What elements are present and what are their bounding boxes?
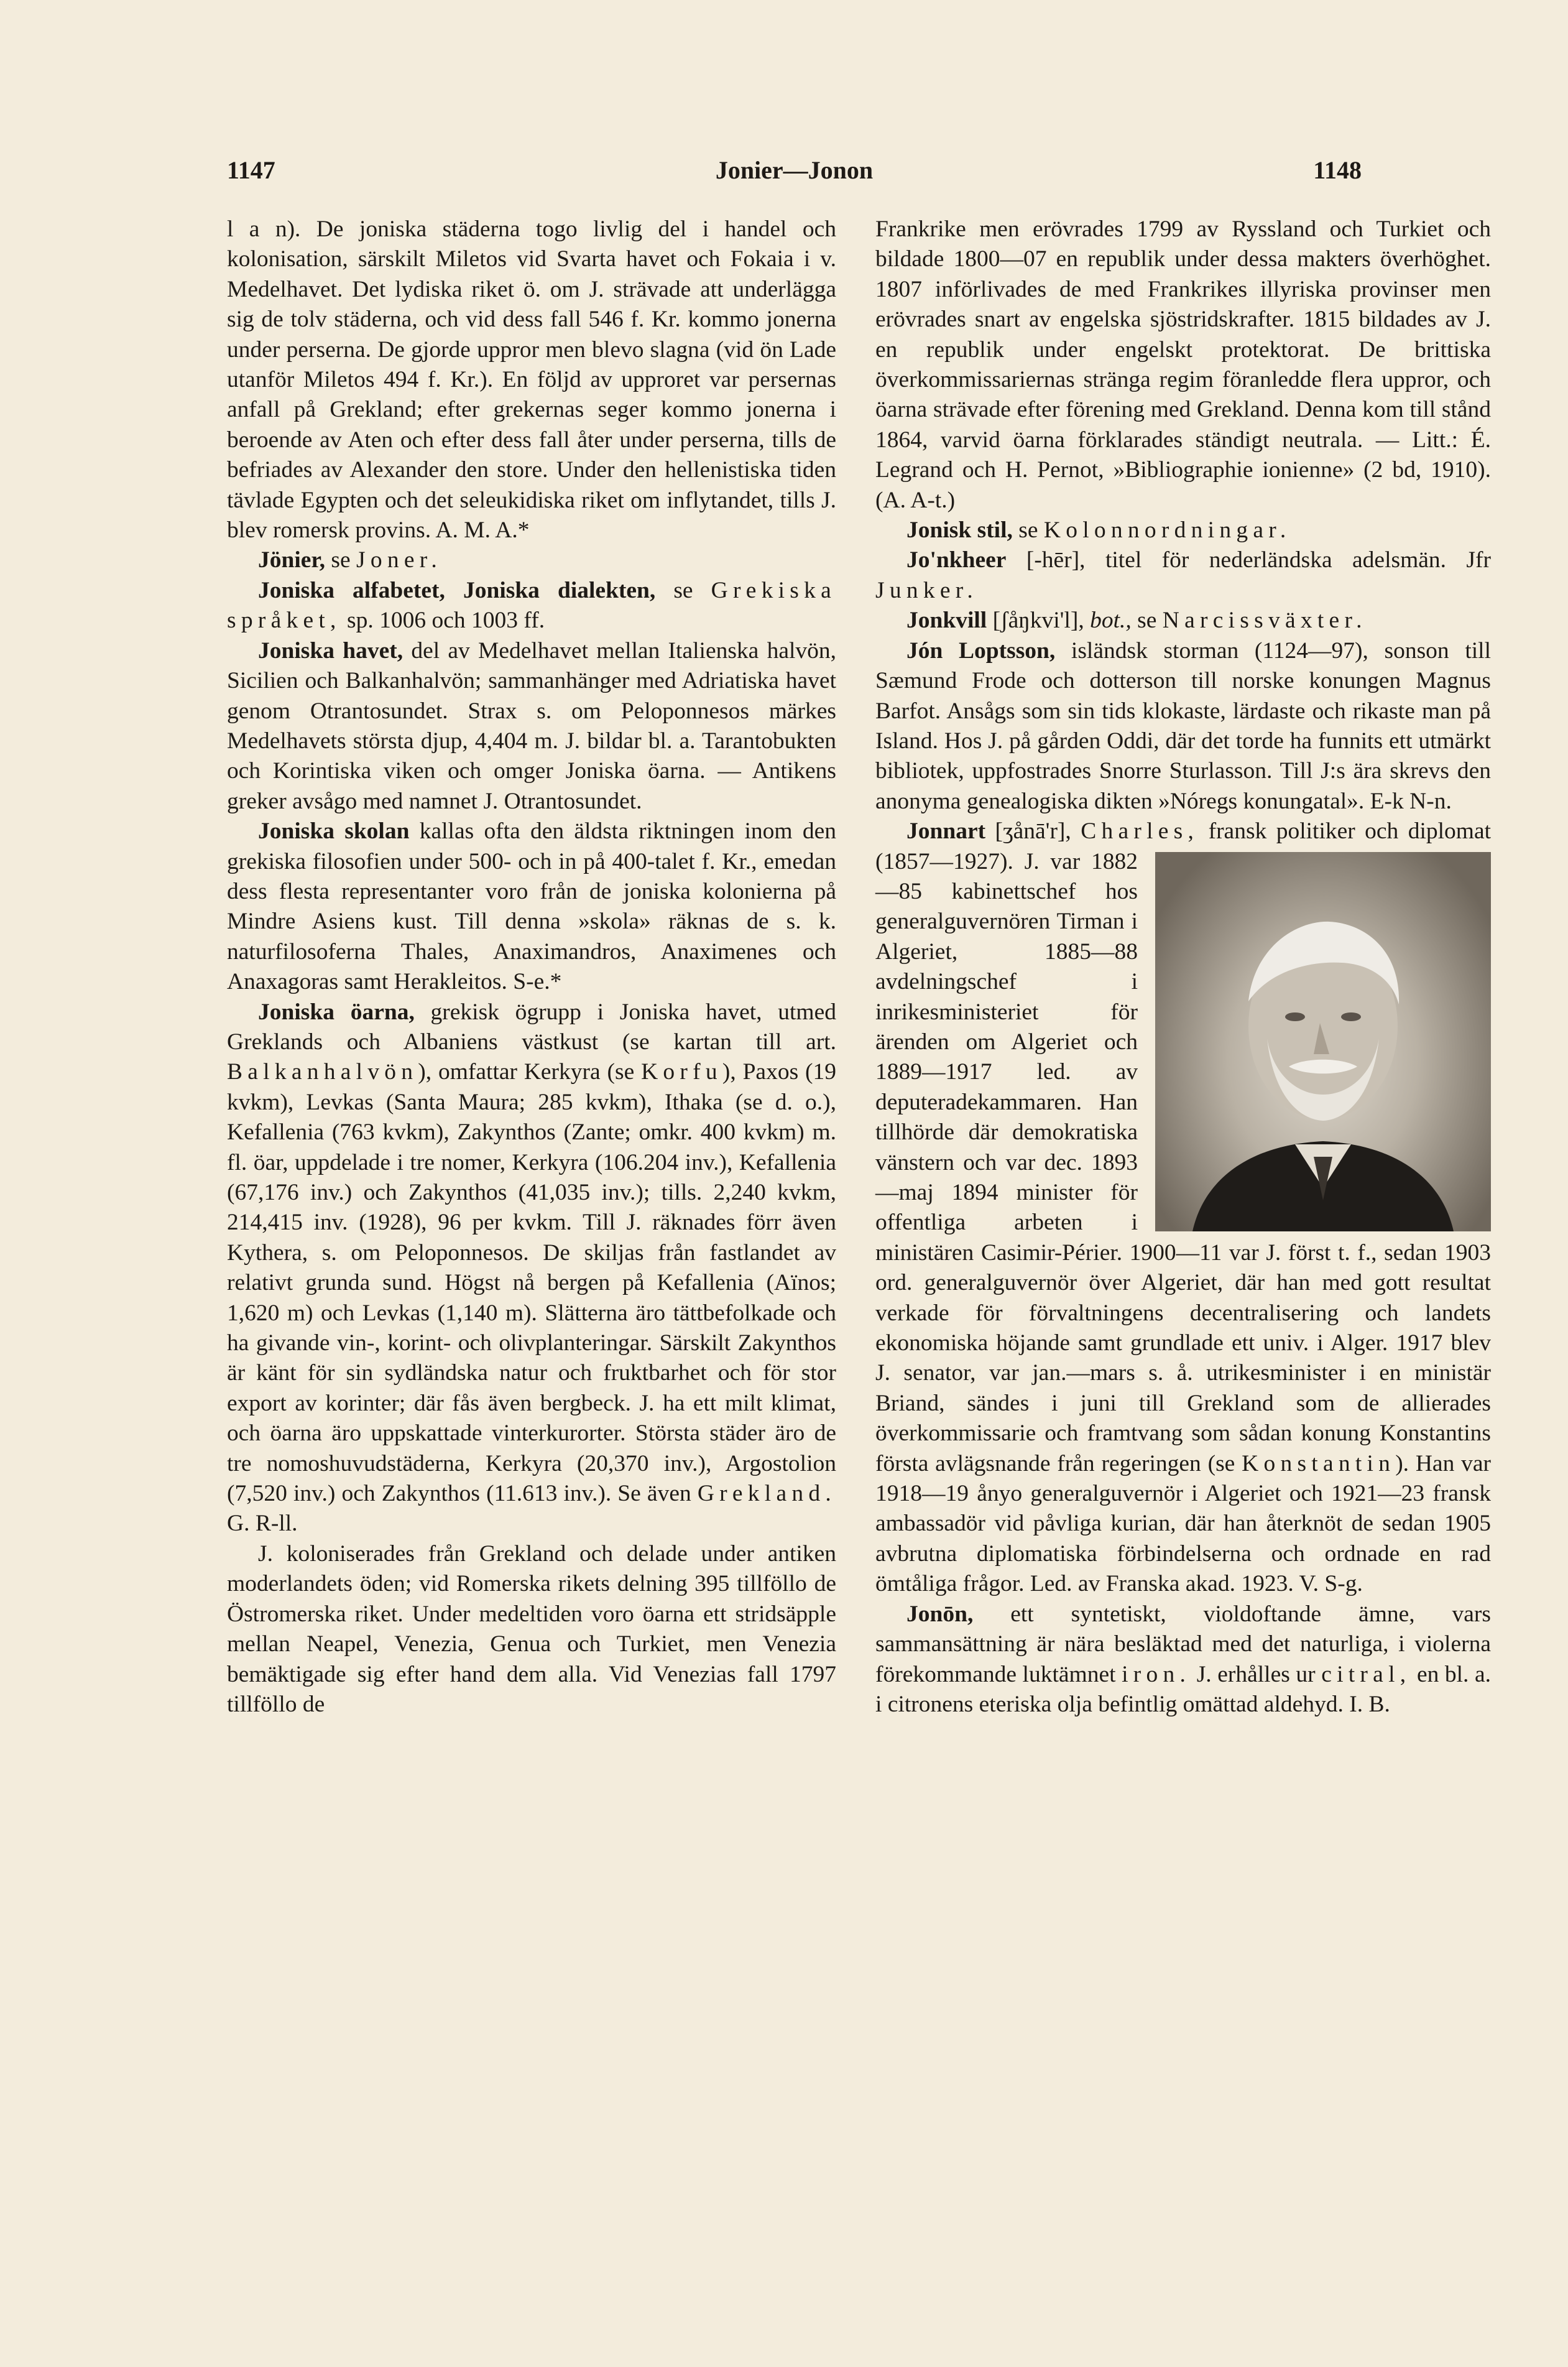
right-page-number: 1148: [1313, 156, 1362, 184]
cross-reference-link[interactable]: iron.: [1122, 1661, 1191, 1687]
entry-joniska-skolan: [227, 817, 836, 997]
entry-text: ), omfattar Kerkyra (se: [418, 1059, 635, 1085]
entry-jonisk-stil: [875, 516, 1491, 545]
left-page-number: 1147: [227, 156, 275, 184]
entry-jonkvill: [875, 606, 1491, 636]
entry-text: se: [1137, 608, 1157, 634]
entry-text: isländsk storman (1124—97), sonson till Sæmund Frode och dotterson till norske konungen Magnus Barfot. Ansågs som sin tids klokaste, lärdaste och rikaste man på Island. Hos J. på gården Oddi, där det torde ha funnits ett utmärkt bibliotek, uppfostrades Snorre Sturlasson. Till J:s ära skrevs den anonyma genealogiska dikten »Nóregs konungatal».: [875, 637, 1491, 814]
cross-reference-link[interactable]: Grekland.: [697, 1481, 836, 1507]
cross-reference-link[interactable]: Kolonnordningar.: [1043, 517, 1291, 544]
page-title: Jonier—Jonon: [715, 156, 874, 184]
entry-jonkheer: [875, 545, 1491, 606]
entry-joniska-oarna-continued: [875, 215, 1491, 516]
entry-jonnart: [875, 817, 1491, 1600]
article-jonien-continued: [227, 215, 836, 545]
entry-headword: Jonnart: [906, 818, 986, 845]
entry-headword: Jón Loptsson,: [906, 637, 1056, 664]
entry-headword: Joniska öarna,: [258, 999, 415, 1025]
entry-headword: Joniska skolan: [258, 818, 410, 845]
entry-headword: Joniska havet,: [258, 637, 404, 664]
entry-jonon: [875, 1600, 1491, 1720]
entry-text: se: [331, 547, 351, 573]
entry-text: ett syntetiskt, violdoftande ämne, vars sammansättning är nära besläktad med det naturliga, i violerna förekommande luktämnet: [875, 1601, 1491, 1687]
pronunciation: [ʒånā'r],: [995, 818, 1071, 845]
subject-label: bot.,: [1090, 608, 1132, 634]
entry-text: kallas ofta den äldsta riktningen inom den grekiska filosofien under 500- och in på 400-talet f. Kr., emedan dess flesta representanter voro från de joniska kolonierna på Mindre Asiens kust. Till denna »skola» räknas de s. k. naturfilosoferna Thales, Anaximandros, Anaximenes och Anaxagoras samt Herakleitos.: [227, 818, 836, 995]
entry-joniska-havet: [227, 636, 836, 817]
entry-text: J. erhålles ur: [1196, 1661, 1316, 1687]
cross-reference-link[interactable]: Junker.: [875, 577, 979, 603]
entry-headword: Jonisk stil,: [906, 517, 1013, 544]
cross-reference-link[interactable]: Narcissväxter.: [1162, 608, 1367, 634]
cross-reference-link[interactable]: Korfu: [641, 1059, 722, 1085]
entry-text: se: [1018, 517, 1038, 544]
author-signature: E-k N-n.: [1370, 788, 1452, 814]
entry-joniska-oarna: [227, 998, 836, 1539]
entry-text: se: [673, 577, 693, 603]
entry-joniska-alfabetet: [227, 576, 836, 636]
entry-text: ), Paxos (19 kvkm), Levkas (Santa Maura; 285 kvkm), Ithaka (se d. o.), Kefallenia (763 kvkm), Zakynthos (Zante; omkr. 400 kvkm) m. fl. öar, uppdelade i tre nomer, Kerkyra (106.204 inv.), Kefallenia (67,176 inv.) och Zakynthos (41,035 inv.); tills. 2,240 kvkm, 214,415 inv. (1928), 96 per kvkm. Till J. räknades förr även Kythera, s. om Peloponnesos. De skiljas från fastlandet av relativt grunda sund. Högst nå bergen på Kefallenia (Aïnos; 1,620 m) och Levkas (1,140 m). Slätterna äro tättbefolkade och ha givande vin-, korint- och olivplanteringar. Särskilt Zakynthos är känt för sin sydländska natur och fruktbarhet och för stor export av korinter; där fås även bergbeck. J. ha ett milt klimat, och öarna äro uppskattade vinterkurorter. Största städer äro de tre nomoshuvudstäderna, Kerkyra (20,370 inv.), Argostolion (7,520 inv.) och Zakynthos (11.613 inv.). Se även: [227, 1059, 836, 1507]
pronunciation: [ʃåŋkvi'l],: [992, 608, 1084, 634]
left-column: [227, 215, 836, 1720]
right-column: [875, 215, 1491, 1720]
entry-text: fransk politiker och diplomat (1857—1927). J. var 1882 —85 kabinettschef hos generalguvernören Tirman i Algeriet, 1885—88 avdelningschef i inrikesministeriet för ärenden om Algeriet och 1889—1917 led. av deputeradekammaren. Han tillhörde där demokratiska vänstern och var dec. 1893—maj 1894 minister för offentliga arbeten i ministären Casimir-Périer. 1900—11 var J. först t. f., sedan 1903 ord. generalguvernör över Algeriet, där han med gott resultat verkade för förvaltningens decentralisering och landets ekonomiska höjande samt grundlade ett univ. i Alger. 1917 blev J. senator, var jan.—mars s. å. utrikesminister i en ministär Briand, sändes i juni till Grekland som de allierades överkommissarie och framtvang som sådan konung Konstantins första avlägsnande från regeringen (se: [875, 818, 1492, 1476]
entry-headword: Jonōn,: [906, 1601, 974, 1627]
entry-text: J. koloniserades från Grekland och delade under antiken moderlandets öden; vid Romerska rikets delning 395 tillföllo de Östromerska riket. Under medeltiden voro öarna ett stridsäpple mellan Neapel, Venezia, Genua och Turkiet, men Venezia bemäktigade sig efter hand dem alla. Vid Venezias fall 1797 tillföllo de: [227, 1540, 836, 1717]
entry-given-name: Charles,: [1081, 818, 1199, 845]
cross-reference-link[interactable]: citral,: [1321, 1661, 1411, 1687]
entry-text: [-hēr], titel för nederländska adelsmän. Jfr: [1026, 547, 1491, 573]
author-signature: I. B.: [1349, 1691, 1390, 1717]
entry-jonier: [227, 545, 836, 575]
portrait-figure: [1155, 852, 1491, 1231]
entry-text: sp. 1006 och 1003 ff.: [347, 608, 545, 634]
author-signature: S-e.*: [513, 969, 562, 995]
author-signature: V. S-g.: [1299, 1571, 1363, 1597]
page-header: [227, 149, 1362, 193]
entry-headword: Jonkvill: [906, 608, 987, 634]
author-signature: (A. A-t.): [875, 487, 956, 513]
cross-reference-link[interactable]: Grekiska språket,: [227, 577, 837, 634]
author-signature: A. M. A.*: [435, 517, 530, 544]
entry-headword: Jo'nkheer: [906, 547, 1007, 573]
article-text: l a n). De joniska städerna togo livlig del i handel och kolonisation, särskilt Miletos vid Svarta havet och Fokaia i v. Medelhavet. Det lydiska riket ö. om J. strävade att underlägga sig de tolv städerna, och vid dess fall 546 f. Kr. kommo jonerna under perserna. De gjorde uppror men blevo slagna (vid ön Lade utanför Miletos 494 f. Kr.). En följd av upproret var persernas anfall på Grekland; efter grekernas seger kommo jonerna i beroende av Aten och efter dess fall åter under perserna, tills de befriades av Alexander den store. Under den hellenistiska tiden tävlade Egypten och det seleukidiska riket om inflytandet, tills J. blev romersk provins.: [227, 216, 836, 544]
entry-text: ). Han var 1918—19 ånyo generalguvernör i Algeriet och 1921—23 fransk ambassadör vid påvliga kurian, där han återknöt de sedan 1905 avbrutna diplomatiska förbindelserna och ordnade en rad ömtåliga frågor. Led. av Franska akad. 1923.: [875, 1450, 1491, 1597]
entry-text: en bl. a. i citronens eteriska olja befintlig omättad aldehyd.: [875, 1661, 1492, 1717]
cross-reference-link[interactable]: Konstantin: [1242, 1450, 1396, 1476]
cross-reference-link[interactable]: Joner.: [356, 547, 443, 573]
portrait-photo: [1155, 852, 1491, 1231]
entry-text: del av Medelhavet mellan Italienska halvön, Sicilien och Balkanhalvön; sammanhänger med Adriatiska havet genom Otrantosundet. Strax s. om Peloponnesos märkes Medelhavets största djup, 4,404 m. J. bildar bl. a. Tarantobukten och Korintiska viken och omger Joniska öarna. — Antikens greker avsågo med namnet J. Otrantosundet.: [227, 637, 837, 814]
entry-headword: Joniska alfabetet, Joniska dialekten,: [258, 577, 656, 603]
entry-text: Frankrike men erövrades 1799 av Ryssland och Turkiet och bildade 1800—07 en republik under dessa makters överhöghet. 1807 införlivades de med Frankrikes illyriska provinser men erövrades snart av engelska sjöstridskrafter. 1815 bildades av J. en republik under engelskt protektorat. De brittiska överkommissariernas stränga regim föranledde flera uppror, och öarna strävade efter förening med Grekland. Denna kom till stånd 1864, varvid öarna förklarades ständigt neutrala. — Litt.: É. Legrand och H. Pernot, »Bibliographie ionienne» (2 bd, 1910).: [875, 216, 1491, 483]
entry-headword: Jönier,: [258, 547, 325, 573]
cross-reference-link[interactable]: Balkanhalvön: [227, 1059, 418, 1085]
entry-jon-loptsson: [875, 636, 1491, 817]
entry-joniska-oarna-history: [227, 1539, 836, 1720]
author-signature: G. R-ll.: [227, 1511, 298, 1537]
entry-text: grekisk ögrupp i Joniska havet, utmed Greklands och Albaniens västkust (se kartan till art.: [227, 999, 836, 1055]
